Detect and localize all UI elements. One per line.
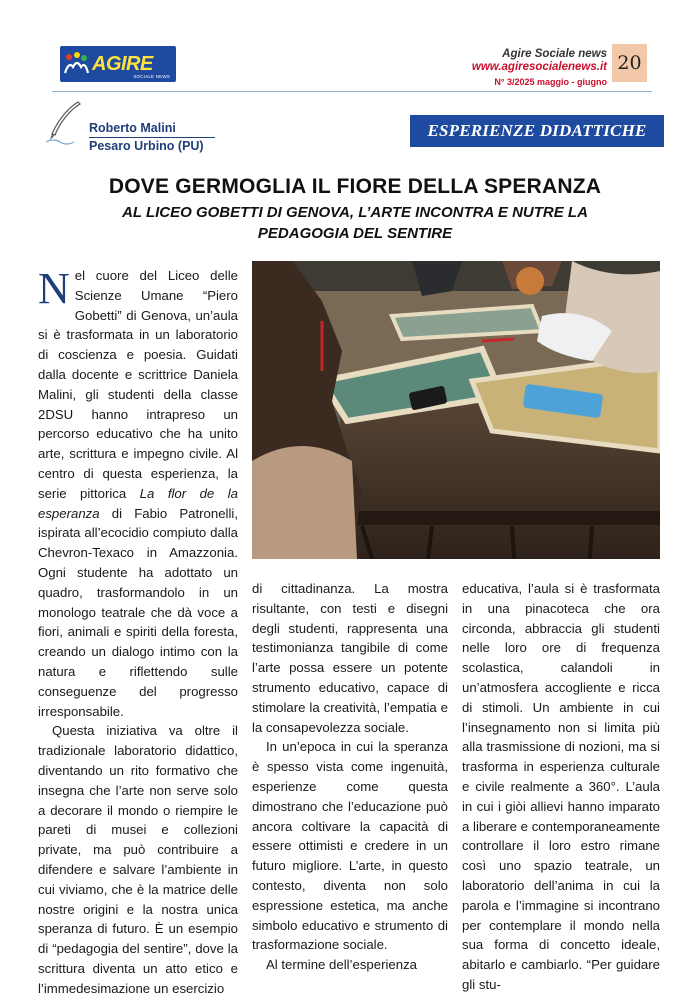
paragraph: In un’epoca in cui la speranza è spesso vista come ingenuità, esperienze come questa dimostrano che l’educazione può ancora coltivare la capacità di essere ottimisti e credere in un futuro migliore. L’arte, in questo contesto, diventa non solo espressione estetica, ma anche simbolo educativo e strumento di trasformazione sociale.: [252, 739, 448, 953]
article-column-2: [252, 579, 448, 975]
paragraph: Nel cuore del Liceo delle Scienze Umane “Piero Gobetti” di Genova, un’aula si è trasformata in un laboratorio di coscienza e poesia. Guidati dalla docente e scrittrice Daniela Malini, gli studenti della classe 2DSU hanno intrapreso un percorso educativo che ha unito arte, scrittura e impegno civile. Al centro di questa esperienza, la serie pittorica La flor de la esperanza di Fabio Patronelli, ispirata all’ecocidio compiuto dalla Chevron-Texaco in Amazzonia. Ogni studente ha adottato un quadro, trasformandolo in un monologo teatrale che dà voce a fiori, animali e spiriti della foresta, creando un dialogo intimo con la natura e riflettendo sulle conseguenze del progresso irresponsabile.: [38, 264, 238, 719]
issue-label: N° 3/2025 maggio - giugno: [494, 77, 607, 88]
artwork-title: La flor de la esperanza: [38, 485, 238, 521]
header-divider: [52, 91, 652, 92]
publication-name: Agire Sociale news: [502, 48, 607, 60]
agire-logo: [60, 46, 176, 82]
paragraph: educativa, l’aula si è trasformata in una pinacoteca che ora circonda, abbraccia gli studenti nelle loro ore di frequenza scolastica, calandoli in un’atmosfera accogliente e ricca di stimoli. Un ambiente in cui l’insegnamento non si limita più alla trasmissione di nozioni, ma si trasforma in esperienza culturale e civile realmente a 360°. L’aula in cui i giòi allievi hanno imparato a liberare e contemporaneamente controllare il loro estro rimane così uno spazio teatrale, un laboratorio dell’anima in cui la parola e l’immagine si incontrano per contemplare il mondo nella sua forma di concetto ideale, abitarlo e cambiarlo. “Per guidare gli stu-: [462, 581, 660, 992]
logo-subtext: SOCIALE NEWS: [133, 74, 170, 79]
article-subtitle: [80, 202, 630, 244]
subtitle-line-1: AL LICEO GOBETTI DI GENOVA, L’ARTE INCONTRA E NUTRE LA: [122, 204, 588, 221]
paragraph: Questa iniziativa va oltre il tradizionale laboratorio didattico, diventando un rito formativo che insegna che l’arte non serve solo a decorare il mondo o riempire le pareti di musei e collezioni private, ma può contribuire a difendere e salvare l’ambiente in cui viviamo, che è la matrice delle nostre origini e la nostra unica speranza di futuro. È un esempio di “pedagogia del sentire”, dove la scrittura diventa un atto etico e l’immedesimazione un esercizio: [38, 723, 238, 996]
people-logo-icon: [60, 46, 92, 82]
quill-pen-icon: [44, 100, 84, 151]
logo-text: AGIRE: [92, 53, 153, 75]
page-number: 20: [612, 44, 647, 82]
article-title: DOVE GERMOGLIA IL FIORE DELLA SPERANZA: [108, 175, 602, 198]
author-location: Pesaro Urbino (PU): [89, 139, 204, 153]
classroom-photo: [252, 261, 660, 559]
author-underline: [89, 137, 215, 138]
subtitle-line-2: PEDAGOGIA DEL SENTIRE: [257, 225, 453, 242]
publication-info: [472, 48, 607, 88]
article-column-1: [38, 266, 238, 998]
section-label: ESPERIENZE DIDATTICHE: [410, 115, 664, 147]
article-column-3: [462, 579, 660, 995]
paragraph: di cittadinanza. La mostra risultante, con testi e disegni degli studenti, rappresenta una testimonianza tangibile di come l’arte possa essere un potente strumento educativo, capace di stimolare la creatività, l’empatia e la consapevolezza sociale.: [252, 581, 448, 735]
drop-cap: N: [38, 264, 70, 313]
publication-url[interactable]: www.agiresocialenews.it: [471, 61, 607, 74]
paragraph: Al termine dell’esperienza: [266, 957, 417, 973]
author-name: Roberto Malini: [89, 121, 176, 135]
